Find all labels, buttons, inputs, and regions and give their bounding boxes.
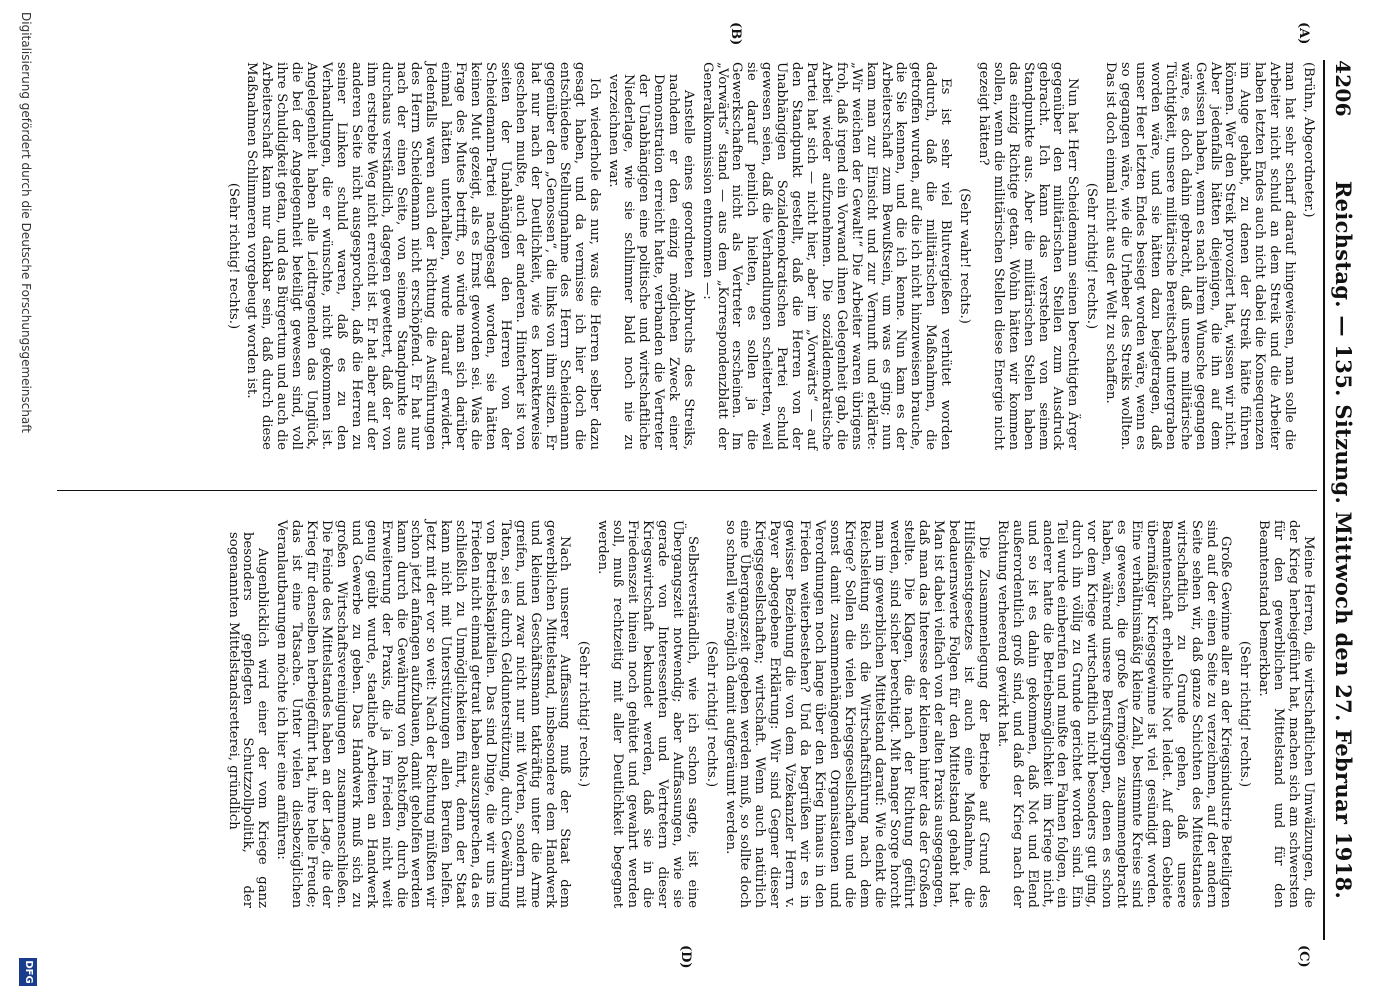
margin-letter-c: (C) <box>1296 945 1311 968</box>
interjection: (Sehr richtig! rechts.) <box>703 640 719 788</box>
left-column <box>221 62 1315 450</box>
digitization-footer <box>7 0 43 1000</box>
running-title: Reichstag. — 135. Sitzung. Mittwoch den 27. Februar 1918. <box>1331 180 1356 900</box>
margin-letter-a: (A) <box>1296 22 1311 45</box>
interjection: (Sehr richtig! rechts.) <box>1084 182 1100 330</box>
paragraph: Nun hat Herr Scheidemann seinen berechtigten Ärger gegenüber den militärischen Stellen zum Ausdruck gebracht. Ich kann das verstehen von seinem Standpunkte aus. Aber die militärischen Stellen haben das einzig Richtige getan. Wohin hätten wir kommen sollen, wenn die militärischen Stellen diese Energie nicht gezeigt hätten? <box>975 62 1081 450</box>
paragraph: Große Gewinne aller an der Kriegsindustrie Beteiligten sind auf der einen Seite zu verzeichnen, auf der andern Seite sehen wir, daß ganze Schichten des Mittelstandes wirtschaftlich zu Grunde gehen, daß unsere Beamtenschaft erhebliche Not leidet. Auf dem Gebiete übermäßiger Kriegsgewinne ist viel gesündigt worden. Eine verhältnismäßig kleine Zahl, bestimmte Kreise sind es gewesen, die große Vermögen zusammengebracht haben, während unsere Berufsgruppen, denen es schon vor dem Kriege wirtschaftlich nicht besonders gut ging, durch ihn völlig zu Grunde gerichtet worden sind. Ein Teil wurde einberufen und mußte den Fahnen folgen, ein anderer hatte die Betriebsmöglichkeit im Kriege nicht, und so ist es dahin gekommen, daß Not und Elend außerordentlich groß sind, und daß der Krieg nach der Richtung verheerend gewirkt hat. <box>994 520 1234 908</box>
paragraph: Selbstverständlich, wie ich schon sagte, ist eine Übergangszeit notwendig; aber Auffassungen, wie sie gerade von Interessenten und Vertretern dieser Kriegswirtschaft bekundet werden, daß sie in die Friedenszeit hinein noch gehütet und gewahrt werden soll, muß rechtzeitig mit aller Deutlichkeit begegnet werden. <box>595 520 700 908</box>
block-quote: Anstelle eines geordneten Abbruchs des Streiks, nachdem er den einzig möglichen Zweck einer Demonstration erreicht hatte, verbanden die Vertreter der Unabhängigen eine politische und wirtschaftliche Niederlage, wie sie schlimmer bald noch nie zu verzeichnen war. <box>606 74 696 450</box>
paragraph: Es ist sehr viel Blutvergießen verhütet worden dadurch, daß die militärischen Maßnahmen, die getroffen wurden, auf die ich nicht hinzuweisen brauche, die Sie kennen, und die ich kenne. Nun kam es der Arbeiterschaft zum Bewußtsein, um was es ging; nun kam man zur Einsicht und zur Vernunft und erklärte: „Wir weichen der Gewalt!“ Die Arbeiter waren übrigens froh, daß irgend ein Vorwand ihnen Gelegenheit gab, die Arbeit wieder aufzunehmen. Die sozialdemokratische Partei hat sich — nicht hier, aber im „Vorwärts“ — auf den Standpunkt gestellt, daß die Herren von der Unabhängigen Sozialdemokratischen Partei schuld gewesen seien, daß die Verhandlungen scheiterten, weil sie darauf peinlich hielten, es sollen ja die Gewerkschaften nicht als Vertreter erscheinen. Im „Vorwärts“ stand — aus dem „Korrespondenzblatt der Generalkommission entnommen —: <box>699 62 954 450</box>
interjection: (Sehr richtig! rechts.) <box>225 182 241 330</box>
right-column <box>221 520 1315 908</box>
page-header <box>1331 60 1365 940</box>
interjection: (Sehr richtig! rechts.) <box>576 640 592 788</box>
dfg-logo: DFG <box>19 958 37 986</box>
interjection: (Sehr wahr! rechts.) <box>957 188 973 324</box>
paragraph: man hat sehr scharf darauf hingewiesen, man solle die Arbeiter nicht schuld an dem Streik und die Arbeiter haben letzten Endes auch nicht dabei die Konsequenzen im Auge gehabt, zu denen der Streik hätte führen können. Wer den Streik provoziert hat, wissen wir nicht. Aber jedenfalls hätten diejenigen, die ihn auf dem Gewissen haben, wenn es nach ihrem Wunsche gegangen wäre, es doch dahin gebracht, daß unsere militärische Tüchtigkeit, unsere militärische Bereitschaft untergraben worden wäre, und sie hätten dazu beigetragen, daß unser Heer letzten Endes besiegt worden wäre, wenn es so gegangen wäre, wie die Urheber des Streiks wollten. Das ist doch einmal nicht aus der Welt zu schaffen. <box>1103 62 1298 450</box>
interjection: (Sehr richtig! rechts.) <box>1237 640 1253 788</box>
paragraph: Meine Herren, die wirtschaftlichen Umwälzungen, die der Krieg herbeigeführt hat, machen sich am schwersten für den gewerblichen Mittelstand und für den Beamtenstand bemerkbar. <box>1256 520 1316 908</box>
paragraph: Die Zusammenlegung der Betriebe auf Grund des Hilfsdienstgesetzes ist auch eine Maßnahme, die bedauernswerte Folgen für den Mittelstand gehabt hat. Man ist dabei vielfach von der alten Praxis ausgegangen, daß man das Interesse der kleinen hinter das der Großen stellte. Die Klagen, die nach der Richtung geführt werden, sind sicher berechtigt. Mit banger Sorge horcht man im gewerblichen Mittelstand darauf: Wie denkt die Reichsleitung sich die Wirtschaftsführung nach dem Kriege? Sollen die vielen Kriegsgesellschaften und die sonst damit zusammenhängenden Organisationen und Verordnungen noch lange über den Krieg hinaus in den Frieden weiterbestehen? Und da begrüßen wir es in gewisser Beziehung die von dem Vizekanzler Herrn v. Payer abgegebene Erklärung: Wir sind Gegner dieser Kriegsgesellschaften; wirtschaft. Wenn auch natürlich eine Übergangszeit gegeben werden muß, so sollte doch so schnell wie möglich damit aufgeräumt werden. <box>722 520 991 908</box>
paragraph: Nach unserer Auffassung muß der Staat dem gewerblichen Mittelstand, insbesondere dem Handwerk und kleinen Geschäftsmann tatkräftig unter die Arme greifen, und zwar nicht nur mit Worten, sondern mit Taten, sei es durch Geldunterstützung, durch Gewährung von Betriebskapitalien. Das sind Dinge, die wir uns im Frieden nicht einmal getraut haben auszusprechen, da es schließlich zu Unmöglichkeiten führt, denn der Staat kann nicht mit Unterstützungen allen Berufen helfen. Jetzt mit der vor so weit: Nach der Richtung müßten wir schon jetzt anfangen aufzubauen, damit geholfen werden kann durch die Gewährung von Rohstoffen, durch die Erweiterung der Praxis, die ja im Frieden nicht weit genug geübt wurde, staatliche Arbeiten an Handwerk und Gewerbe zu geben. Das Handwerk muß sich zu großen Wirtschaftsvereinigungen zusammenschließen. Die Feinde des Mittelstandes haben an der Lage, die der Krieg für denselben herbeigeführt hat, ihre helle Freude; das ist eine Tatsache. Unter vielen diesbezüglichen Veranlautbarungen möchte ich hier eine anführen: <box>274 520 573 908</box>
margin-letter-b: (B) <box>728 22 743 46</box>
page-number: 4206 <box>1331 60 1355 117</box>
funding-note: Digitalisierung gefördert durch die Deutsche Forschungsgemeinschaft <box>19 12 33 434</box>
speaker-line: (Brühn, Abgeordneter.) <box>1301 62 1316 218</box>
header-rule <box>1323 60 1325 940</box>
margin-letter-d: (D) <box>678 945 693 969</box>
block-quote: Augenblicklich wird einer der vom Kriege ganz besonders gepflegten Schutzzollpolitik, der sogenannten Mittelstandsretterei, gründlich <box>225 532 271 908</box>
column-divider <box>57 490 1317 491</box>
paragraph: Ich wiederhole das nur, was die Herren selber dazu gesagt haben, und da vermisse ich hier doch die entschiedene Stellungnahme des Herrn Scheidemann gegenüber den „Genossen“, die links von ihm sitzen. Er hat nur nach der Deutlichkeit, wie es korrekterweise geschehen mußte, auch der anderen. Hinterher ist von seiten der Unabhängigen den Herren von der Scheidemann-Partei nachgesagt worden, sie hätten keinen Mut gezeigt, als es Ernst geworden sei. Was die Frage des Mutes betrifft, so würde man sich darüber einmal hätten unterhalten, wurde darauf erwidert. Jedenfalls waren auch der Richtung die Ausführungen des Herrn Scheidemann nicht erschöpfend. Er hat nur nach der einen Seite, von seinem Standpunkte aus durchaus verständlich, dagegen gewettert, daß der von ihm erstrebte Weg nicht erreicht ist. Er hat aber auf der anderen Seite nicht ausgesprochen, daß die Herren zu seiner Linken schuld waren, daß es zu den Verhandlungen, die er wünschte, nicht gekommen ist. Angelegenheit haben alle Leidtragenden das Unglück, die bei der Angelegenheit beteiligt gewesen sind, voll ihre Schuldigkeit getan, und das Bürgertum und auch die Arbeiterschaft kann nur dankbar sein, daß durch diese Maßnahmen Schlimmeren vorgebeugt worden ist. <box>244 62 603 450</box>
